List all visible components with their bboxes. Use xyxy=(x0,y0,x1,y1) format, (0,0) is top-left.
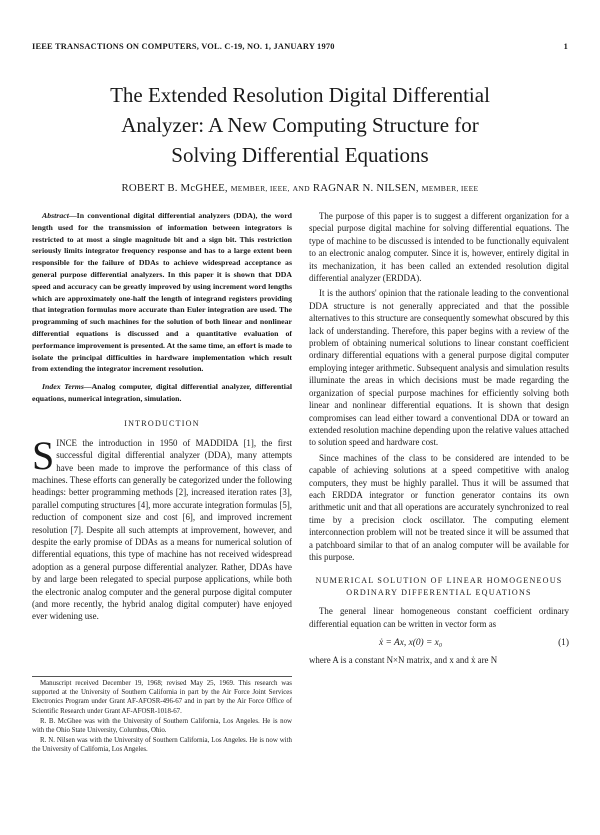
introduction-paragraph xyxy=(32,432,292,623)
section-heading-line-2: ORDINARY DIFFERENTIAL EQUATIONS xyxy=(346,588,532,598)
right-column xyxy=(309,210,569,667)
index-terms-text: Analog computer, digital differential analyzer, differential equations, numerical integration, simulation. xyxy=(32,382,293,403)
page-number: 1 xyxy=(563,42,568,51)
introduction-heading: INTRODUCTION xyxy=(124,418,200,428)
footnote-author-1: R. B. McGhee was with the University of Southern California, Los Angeles. He is now with the Ohio State University, Columbus, Ohio. xyxy=(32,717,292,735)
author-conjunction: AND xyxy=(292,184,310,193)
index-terms-lead: Index Terms— xyxy=(42,382,92,392)
paper-title xyxy=(30,80,570,170)
author-1-role: MEMBER, IEEE, xyxy=(230,184,290,193)
abstract-lead: Abstract— xyxy=(42,211,77,220)
purpose-paragraph: The purpose of this paper is to suggest a different organization for a special purpose digital machine for solving differential equations. The type of machine to be discussed is intended to be functionally equivalent to an electronic analog computer. Since it is, however, entirely digital in its mechanization, it has been called an extended resolution digital differential analyzer (ERDDA). xyxy=(309,211,569,284)
abstract xyxy=(32,210,292,375)
footnotes xyxy=(32,676,292,756)
abstract-text: In conventional digital differential analyzers (DDA), the word length used for the transmission of information between integrators is restricted to at most a single magnitude bit and a sign bit. This restriction seriously limits integrator frequency response and has to a large extent been responsible for the failure of DDAs to achieve widespread acceptance as general purpose differential analyzers. In this paper it is shown that DDA speed and accuracy can be greatly improved by using increment word lengths which are approximately one-half the length of integrand registers providing that integration formulas more accurate than Euler integration are used. The programming of such machines for the solution of both linear and nonlinear differential equations is discussed and a quantitative evaluation of performance improvement is presented. At the same time, an effort is made to isolate the principal difficulties in hardware implementation which result from extending the integrator increment resolution. xyxy=(32,211,292,374)
footnote-author-2: R. N. Nilsen was with the University of Southern California, Los Angeles. He is now with the University of California, Los Angeles. xyxy=(32,737,292,754)
section-heading-numerical-solution xyxy=(309,575,569,599)
drop-cap: S xyxy=(32,432,55,478)
matrix-definition-text: where A is a constant N×N matrix, and x and ẋ are N xyxy=(309,655,498,666)
title-line-3: Solving Differential Equations xyxy=(171,143,429,167)
title-line-2: Analyzer: A New Computing Structure for xyxy=(121,113,479,137)
footnote-manuscript: Manuscript received December 19, 1968; revised May 25, 1969. This research was supported at the University of Southern California in part by the Air Force Joint Services Electronics Program under Grant AF-AFOSR-496-67 and in part by the Air Force Office of Scientific Research under Grant AF-AFOSR-1018-67. xyxy=(32,680,292,715)
author-1: ROBERT B. McGHEE, xyxy=(121,182,228,194)
vector-form-paragraph: The general linear homogeneous constant coefficient ordinary differential equation can be written in vector form as xyxy=(309,606,569,629)
title-line-1: The Extended Resolution Digital Differential xyxy=(110,83,490,107)
equation-number: (1) xyxy=(558,638,569,649)
introduction-text: INCE the introduction in 1950 of MADDIDA [1], the first successful digital differential analyzer (DDA), many attempts have been made to improve the performance of this class of machines. These efforts can generally be categorized under the following headings: better programming methods [2], increased iteration rates [3], parallel computing structures [4], more accurate integration formulas [5], reduction of component size and cost [6], and improved increment resolution [7]. Despite all such attempts at improvement, however, and despite the early promise of DDAs as a means for numerical solution of differential equations, this type of machine has not received widespread adoption as a general purpose differential analyzer. Rather, DDAs have by and large been relegated to special purpose applications, while both the electronic analog computer and the general purpose digital computer (and more recently, the hybrid analog digital computer) have enjoyed ever widening use. xyxy=(32,437,292,622)
author-line xyxy=(30,182,570,194)
author-2-role: MEMBER, IEEE xyxy=(421,184,479,193)
equation-1 xyxy=(309,636,569,650)
index-terms xyxy=(32,381,292,405)
running-header xyxy=(32,42,568,51)
left-column xyxy=(32,210,292,623)
rationale-paragraph: It is the authors' opinion that the rationale leading to the conventional DDA structure is not generally appreciated and that the possible alternatives to this structure are consequently somewhat obscured by this lack of understanding. Therefore, this paper begins with a review of the problem of obtaining numerical solutions to linear constant coefficient ordinary differential equations with a general purpose digital computer employing integer arithmetic. Subsequent analysis and simulation results illuminate the areas in which decisions must be made regarding the organization of special purpose machines for efficiently solving both linear and nonlinear differential equations. It is shown that design compromises can lead either toward a conventional DDA or toward an extended resolution machine depending upon the relative values attached to solution speed and hardware cost. xyxy=(309,288,569,448)
section-heading-line-1: NUMERICAL SOLUTION OF LINEAR HOMOGENEOUS xyxy=(315,576,563,586)
author-2: RAGNAR N. NILSEN, xyxy=(312,182,419,194)
journal-line: IEEE TRANSACTIONS ON COMPUTERS, VOL. C-19, NO. 1, JANUARY 1970 xyxy=(32,42,335,51)
equation-body: ẋ = Ax, x(0) = x₀ xyxy=(379,638,443,649)
parallelism-paragraph: Since machines of the class to be considered are intended to be capable of achieving solutions at a speed competitive with analog computers, they must be highly parallel. Thus it will be assumed that each ERDDA integrator or function generator contains its own arithmetic unit and that all operations are accurately synchronized to real time by a precision clock oscillator. The computing element interconnection problem will not be treated since it will be assumed that a patchboard similar to that of an analog computer will be available for this purpose. xyxy=(309,452,569,562)
